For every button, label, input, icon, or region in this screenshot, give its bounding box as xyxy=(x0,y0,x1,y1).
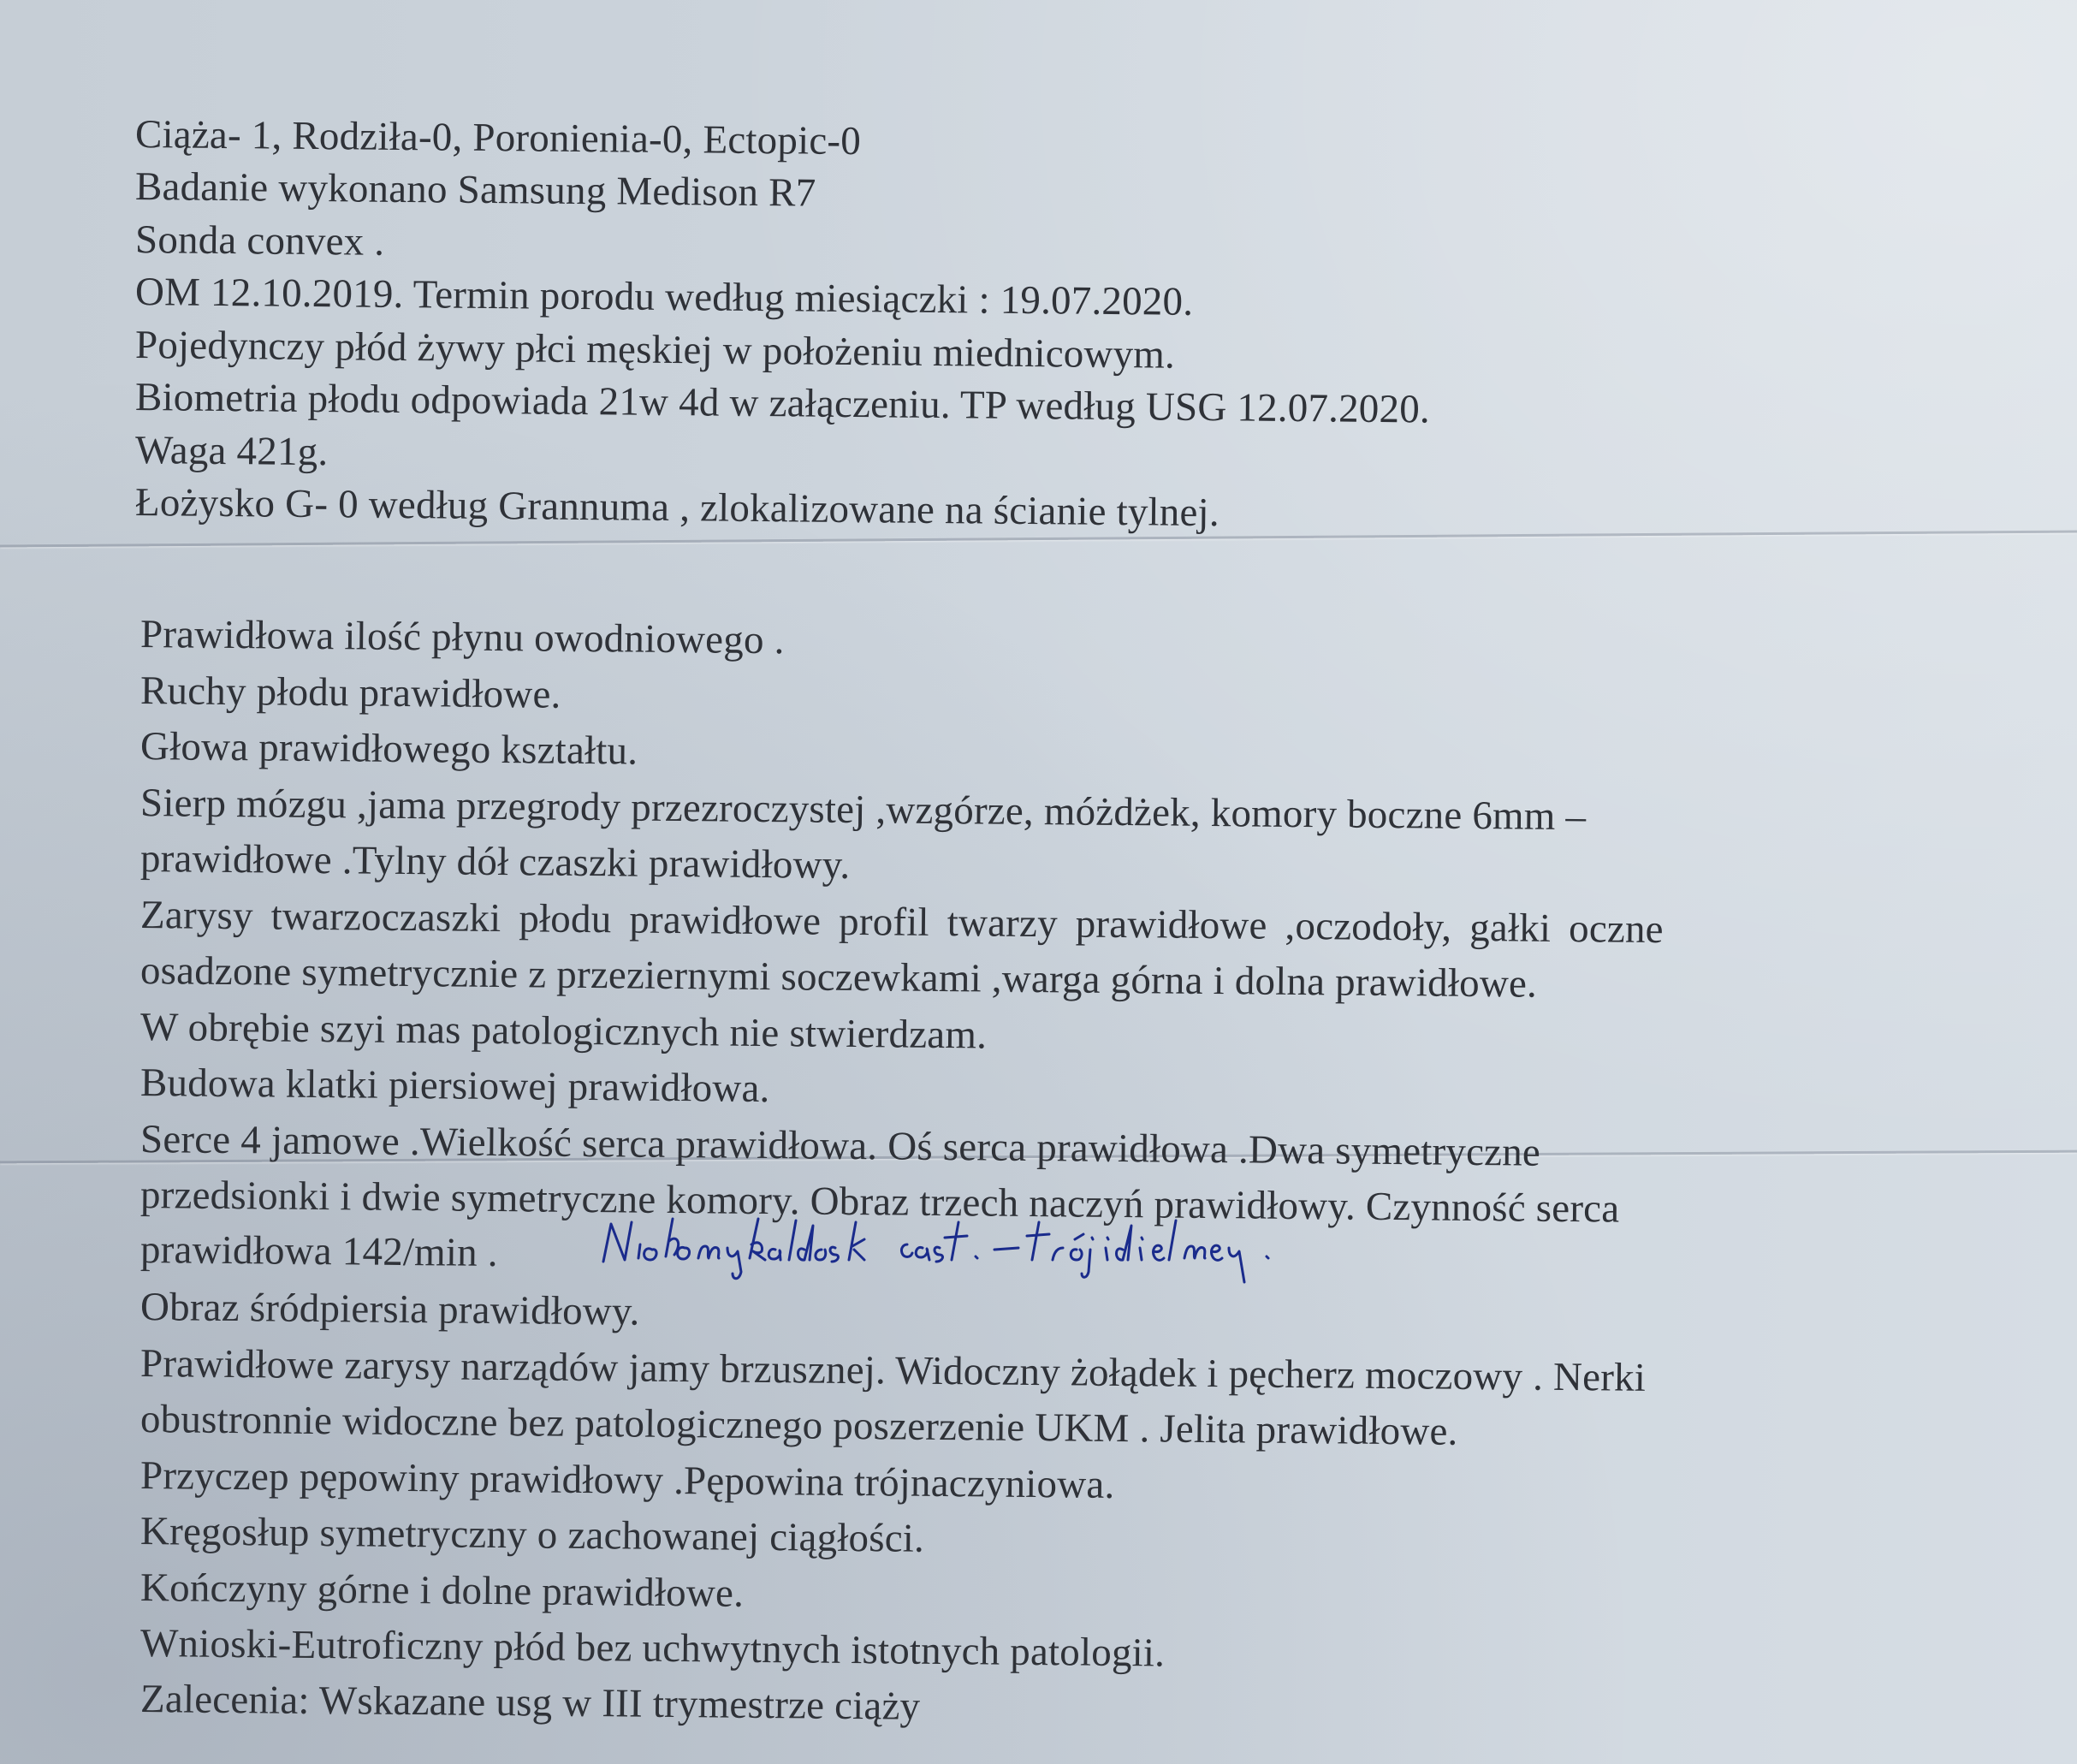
text-line-fetus: Pojedynczy płód żywy płci męskiej w położeniu miednicowym. xyxy=(134,323,1176,377)
text-line-heart-rate: prawidłowa 142/min . xyxy=(139,1227,499,1276)
text-line-heart-chambers: przedsionki i dwie symetryczne komory. Obraz trzech naczyń prawidłowy. Czynność serca xyxy=(139,1173,1620,1232)
text-line-neck: W obrębie szyi mas patologicznych nie stwierdzam. xyxy=(139,1005,988,1058)
text-line-recommendations: Zalecenia: Wskazane usg w III trymestrze ciąży xyxy=(139,1677,921,1729)
text-line-head: Głowa prawidłowego kształtu. xyxy=(139,724,638,774)
text-line-amniotic-fluid: Prawidłowa ilość płynu owodniowego . xyxy=(139,612,785,663)
text-line-pregnancy-history: Ciąża- 1, Rodziła-0, Poronienia-0, Ectopic-0 xyxy=(134,112,862,164)
text-line-heart: Serce 4 jamowe .Wielkość serca prawidłowa. Oś serca prawidłowa .Dwa symetryczne xyxy=(139,1117,1541,1175)
text-line-mediastinum: Obraz śródpiersia prawidłowy. xyxy=(139,1285,640,1334)
text-line-lmp: OM 12.10.2019. Termin porodu według miesiączki : 19.07.2020. xyxy=(134,270,1194,324)
text-line-placenta: Łożysko G- 0 według Grannuma , zlokalizowane na ścianie tylnej. xyxy=(134,480,1220,536)
text-line-device: Badanie wykonano Samsung Medison R7 xyxy=(134,164,816,216)
text-line-posterior-fossa: prawidłowe .Tylny dół czaszki prawidłowy. xyxy=(139,836,851,888)
text-line-weight: Waga 421g. xyxy=(134,428,329,475)
text-line-conclusions: Wnioski-Eutroficzny płód bez uchwytnych istotnych patologii. xyxy=(139,1621,1166,1676)
text-line-kidneys: obustronnie widoczne bez patologicznego poszerzenie UKM . Jelita prawidłowe. xyxy=(139,1397,1458,1454)
handwritten-note xyxy=(599,1200,1369,1294)
text-line-biometry: Biometria płodu odpowiada 21w 4d w załączeniu. TP według USG 12.07.2020. xyxy=(134,375,1431,432)
text-line-probe: Sonda convex . xyxy=(134,217,385,264)
text-line-chest: Budowa klatki piersiowej prawidłowa. xyxy=(139,1060,770,1112)
text-line-brain: Sierp mózgu ,jama przegrody przezroczystej ,wzgórze, móżdżek, komory boczne 6mm – xyxy=(139,781,1587,840)
text-line-face: Zarysy twarzoczaszki płodu prawidłowe profil twarzy prawidłowe ,oczodoły, gałki oczne xyxy=(139,893,1664,953)
text-line-umbilical-cord: Przyczep pępowiny prawidłowy .Pępowina trójnaczyniowa. xyxy=(139,1453,1115,1507)
text-line-limbs: Kończyny górne i dolne prawidłowe. xyxy=(139,1565,745,1616)
text-line-abdomen: Prawidłowe zarysy narządów jamy brzusznej. Widoczny żołądek i pęcherz moczowy . Nerki xyxy=(139,1341,1647,1400)
text-line-eyes-lips: osadzone symetrycznie z przeziernymi soczewkami ,warga górna i dolna prawidłowe. xyxy=(139,948,1538,1007)
text-line-spine: Kręgosłup symetryczny o zachowanej ciągłości. xyxy=(139,1509,925,1561)
text-line-fetal-movements: Ruchy płodu prawidłowe. xyxy=(139,668,561,717)
handwriting-signature xyxy=(599,1200,1369,1294)
